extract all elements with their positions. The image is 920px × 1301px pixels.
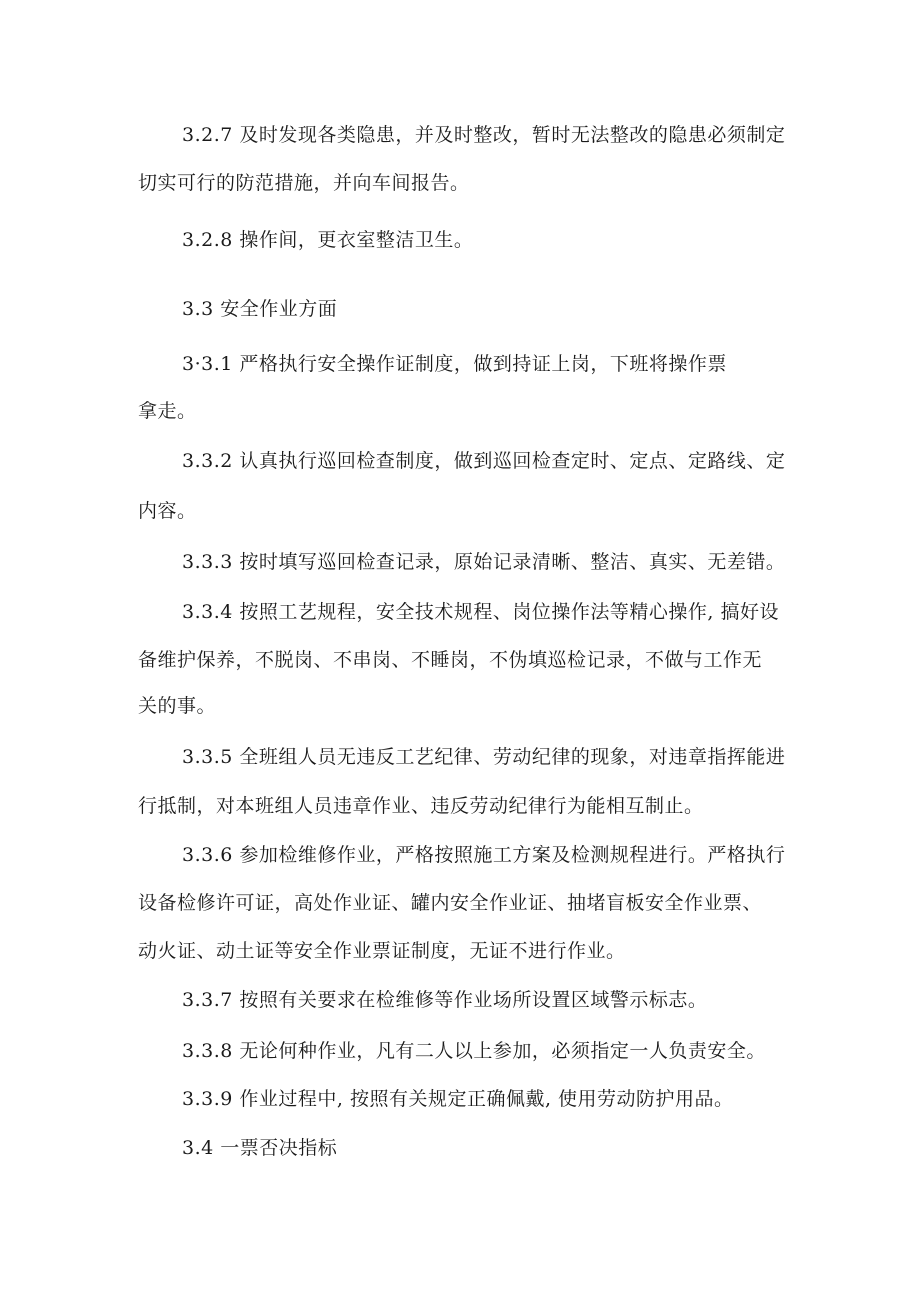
text-line: 3.3.2 认真执行巡回检查制度，做到巡回检查定时、定点、定路线、定 (182, 450, 786, 472)
text-line: 拿走。 (138, 400, 197, 422)
text-line: 3.2.7 及时发现各类隐患，并及时整改，暂时无法整改的隐患必须制定 (182, 124, 786, 146)
text-line: 动火证、动土证等安全作业票证制度，无证不进行作业。 (138, 940, 626, 962)
text-line: 3.3.4 按照工艺规程，安全技术规程、岗位操作法等精心操作, 搞好设 (182, 601, 779, 623)
text-line: 设备检修许可证，高处作业证、罐内安全作业证、抽堵盲板安全作业票、 (138, 892, 763, 914)
text-line: 关的事。 (138, 695, 217, 717)
text-line: 3.3.3 按时填写巡回检查记录，原始记录清晰、整洁、真实、无差错。 (182, 551, 786, 573)
text-line: 3.3.7 按照有关要求在检维修等作业场所设置区域警示标志。 (182, 989, 708, 1011)
text-line: 备维护保养，不脱岗、不串岗、不睡岗，不伪填巡检记录，不做与工作无 (138, 649, 763, 671)
text-line: 行抵制，对本班组人员违章作业、违反劳动纪律行为能相互制止。 (138, 795, 704, 817)
text-line: 3.3.6 参加检维修作业，严格按照施工方案及检测规程进行。严格执行 (182, 844, 786, 866)
section-heading: 3.3 安全作业方面 (182, 298, 338, 320)
text-line: 3·3.1 严格执行安全操作证制度，做到持证上岗，下班将操作票 (182, 353, 727, 375)
section-heading: 3.4 一票否决指标 (182, 1137, 338, 1159)
text-line: 3.3.5 全班组人员无违反工艺纪律、劳动纪律的现象，对违章指挥能进 (182, 746, 786, 768)
text-line: 切实可行的防范措施，并向车间报告。 (138, 172, 470, 194)
text-line: 3.3.8 无论何种作业，凡有二人以上参加，必须指定一人负责安全。 (182, 1040, 766, 1062)
text-line: 3.3.9 作业过程中, 按照有关规定正确佩戴, 使用劳动防护用品。 (182, 1088, 734, 1110)
text-line: 内容。 (138, 500, 197, 522)
text-line: 3.2.8 操作间，更衣室整洁卫生。 (182, 229, 474, 251)
